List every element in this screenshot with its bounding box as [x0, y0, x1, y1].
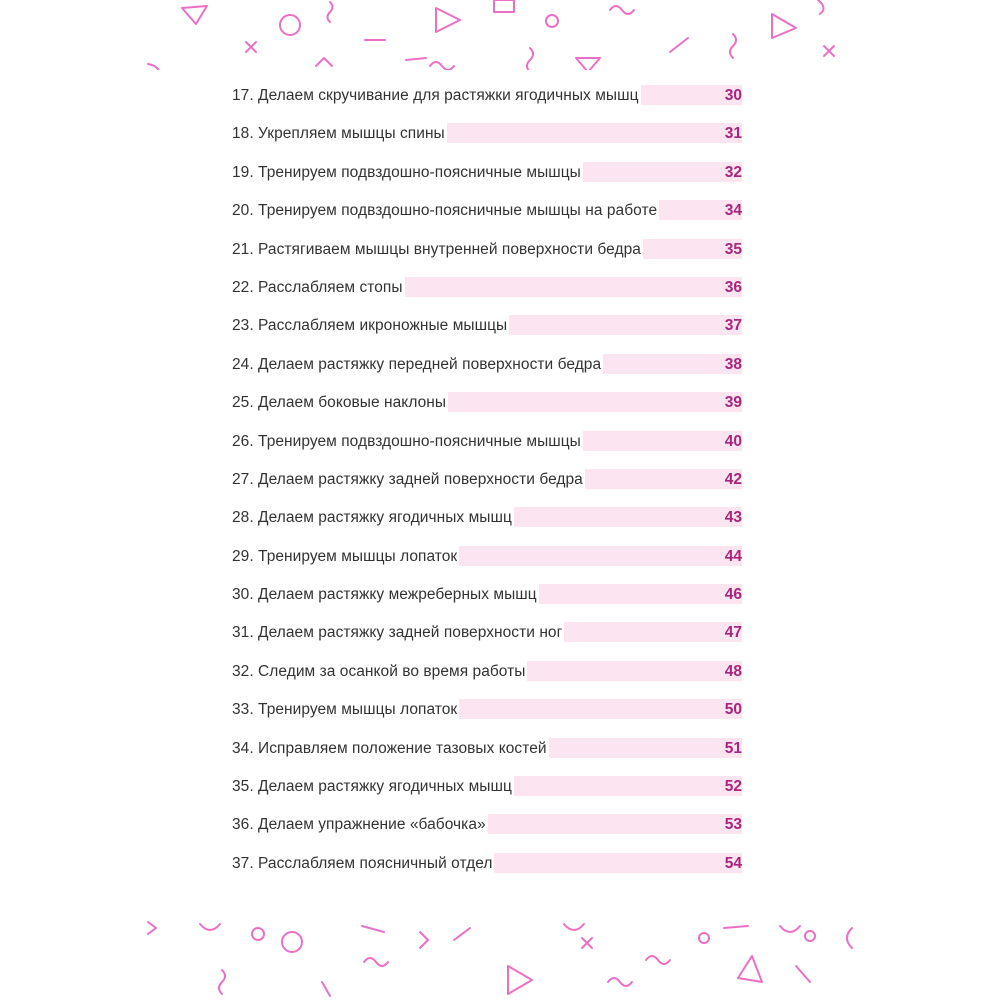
toc-page-number: 48 — [724, 662, 742, 680]
squiggle-icon — [527, 48, 533, 72]
toc-page-number: 36 — [724, 278, 742, 296]
toc-entry-title: 26. Тренируем подвздошно-поясничные мышцы — [232, 430, 583, 454]
arc-icon — [847, 928, 852, 948]
squiggle-icon — [328, 2, 333, 22]
dash-icon — [724, 926, 748, 928]
triangle-icon — [436, 8, 460, 32]
cross-icon — [246, 42, 256, 52]
toc-entry[interactable] — [232, 238, 742, 276]
toc-entry[interactable] — [232, 161, 742, 199]
toc-entry-title: 20. Тренируем подвздошно-поясничные мышцы на работе — [232, 199, 659, 223]
chevron-icon — [148, 922, 156, 934]
squiggle-icon — [219, 970, 225, 994]
toc-page-number: 30 — [724, 87, 742, 104]
toc-entry[interactable] — [232, 468, 742, 506]
toc-entry-title: 25. Делаем боковые наклоны — [232, 391, 448, 415]
toc-entry-title: 19. Тренируем подвздошно-поясничные мышцы — [232, 161, 583, 185]
triangle-icon — [182, 6, 207, 24]
toc-entry-title: 28. Делаем растяжку ягодичных мышц — [232, 506, 514, 530]
toc-entry-title: 21. Растягиваем мышцы внутренней поверхности бедра — [232, 238, 643, 262]
toc-entry[interactable] — [232, 621, 742, 659]
dash-icon — [454, 928, 470, 940]
toc-entry[interactable] — [232, 276, 742, 314]
toc-page-number: 37 — [724, 317, 742, 335]
wave-icon — [646, 956, 670, 964]
toc-entry-title: 23. Расслабляем икроножные мышцы — [232, 314, 509, 338]
toc-page-number: 54 — [724, 854, 742, 872]
toc-entry[interactable] — [232, 583, 742, 621]
toc-entry[interactable] — [232, 122, 742, 160]
toc-page-number: 42 — [724, 470, 742, 488]
toc-entry[interactable] — [232, 545, 742, 583]
toc-entry[interactable] — [232, 660, 742, 698]
toc-page-number: 50 — [724, 701, 742, 719]
toc-entry[interactable] — [232, 852, 742, 890]
toc-entry-title: 18. Укрепляем мышцы спины — [232, 122, 447, 146]
cross-icon — [824, 46, 834, 56]
triangle-icon — [508, 966, 532, 994]
toc-page-number: 47 — [724, 624, 742, 642]
toc-entry-title: 36. Делаем упражнение «бабочка» — [232, 813, 488, 837]
toc-page-number: 44 — [724, 547, 742, 565]
toc-entry[interactable] — [232, 737, 742, 775]
toc-page-number: 46 — [724, 586, 742, 604]
toc-page-number: 51 — [724, 739, 742, 757]
wave-icon — [430, 62, 454, 70]
toc-entry[interactable] — [232, 698, 742, 736]
toc-entry-title: 31. Делаем растяжку задней поверхности ног — [232, 621, 564, 645]
toc-entry-title: 37. Расслабляем поясничный отдел — [232, 852, 494, 876]
toc-entry-title: 34. Исправляем положение тазовых костей — [232, 737, 549, 761]
toc-page-number: 34 — [724, 202, 742, 220]
toc-page-number: 52 — [724, 778, 742, 796]
wave-icon — [608, 978, 632, 986]
toc-entry[interactable] — [232, 353, 742, 391]
toc-page-number: 38 — [724, 355, 742, 373]
toc-entry[interactable] — [232, 199, 742, 237]
toc-entry-title: 24. Делаем растяжку передней поверхности бедра — [232, 353, 603, 377]
toc-entry-title: 22. Расслабляем стопы — [232, 276, 405, 300]
toc-entry[interactable] — [232, 84, 742, 122]
toc-entry-title: 32. Следим за осанкой во время работы — [232, 660, 527, 684]
circle-icon — [546, 15, 558, 27]
arc-icon — [780, 926, 800, 932]
squiggle-icon — [730, 34, 736, 58]
arc-icon — [564, 924, 584, 930]
toc-page-number: 40 — [724, 432, 742, 450]
toc-entry-title: 27. Делаем растяжку задней поверхности бедра — [232, 468, 585, 492]
toc-entry[interactable] — [232, 506, 742, 544]
toc-page-number: 39 — [724, 394, 742, 412]
dash-icon — [406, 58, 426, 60]
circle-icon — [699, 933, 709, 943]
cross-icon — [582, 938, 592, 948]
dash-icon — [322, 982, 330, 996]
toc-entry-title: 35. Делаем растяжку ягодичных мышц — [232, 775, 514, 799]
triangle-icon — [738, 956, 762, 982]
toc-page-number: 35 — [724, 240, 742, 258]
toc-page-number: 43 — [724, 509, 742, 527]
table-of-contents — [232, 84, 742, 890]
chevron-icon — [316, 58, 332, 66]
toc-entry-title: 33. Тренируем мышцы лопаток — [232, 698, 459, 722]
toc-page-number: 31 — [724, 125, 742, 143]
toc-entry[interactable] — [232, 314, 742, 352]
wave-icon — [610, 6, 634, 14]
circle-icon — [252, 928, 264, 940]
circle-icon — [805, 931, 815, 941]
toc-entry[interactable] — [232, 813, 742, 851]
toc-entry[interactable] — [232, 391, 742, 429]
arc-icon — [200, 924, 220, 930]
toc-page-number: 53 — [724, 816, 742, 834]
wave-icon — [364, 958, 388, 966]
circle-icon — [280, 15, 300, 35]
triangle-icon — [772, 14, 796, 38]
square-icon — [494, 0, 514, 12]
toc-entry[interactable] — [232, 430, 742, 468]
dash-icon — [362, 926, 384, 932]
arc-icon — [818, 0, 824, 14]
toc-entry-title: 30. Делаем растяжку межреберных мышц — [232, 583, 539, 607]
circle-icon — [282, 932, 302, 952]
dash-icon — [796, 966, 810, 982]
toc-entry-title: 17. Делаем скручивание для растяжки ягодичных мышц — [232, 84, 641, 108]
toc-entry-title: 29. Тренируем мышцы лопаток — [232, 545, 459, 569]
toc-page-number: 32 — [724, 163, 742, 181]
toc-entry[interactable] — [232, 775, 742, 813]
chevron-icon — [420, 932, 428, 948]
dash-icon — [670, 38, 688, 52]
